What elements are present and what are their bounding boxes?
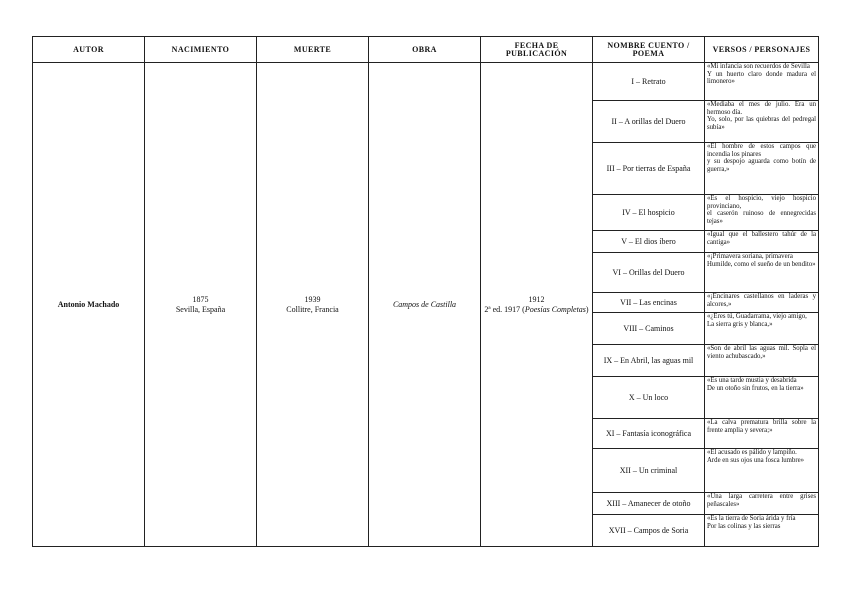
pub-second-suffix: ) [585,304,589,314]
poem-verse-text: «Mediaba el mes de julio. Era un hermoso día. Yo, solo, por las quiebras del pedregal subía» [707,101,816,131]
poem-verse [705,377,819,419]
pub-second-italic: Poesías Completas [524,304,586,314]
literature-table [32,36,819,547]
header-author: AUTOR [33,37,145,63]
pub-second-edition [481,305,592,315]
poem-verse [705,63,819,101]
poem-title: XVII – Campos de Soria [593,515,705,547]
poem-verse-text: «Es el hospicio, viejo hospicio provinciano, el caserón ruinoso de ennegrecidas tejas» [707,195,816,225]
poem-verse [705,345,819,377]
poem-title: V – El dios íbero [593,231,705,253]
poem-verse [705,313,819,345]
death-place: Collitre, Francia [286,304,339,314]
poem-title: I – Retrato [593,63,705,101]
poem-title: X – Un loco [593,377,705,419]
poem-verse [705,195,819,231]
poem-title: XII – Un criminal [593,449,705,493]
poem-verse-text: «¿Eres tú, Guadarrama, viejo amigo, La sierra gris y blanca,» [707,313,807,328]
poem-verse-text: «¡Primavera soriana, primavera Humilde, como el sueño de un bendito» [707,253,816,268]
poem-verse-text: «Son de abril las aguas mil. Sopla el viento achubascado,» [707,345,816,360]
poem-verse-text: «La calva prematura brilla sobre la frente amplia y severa;» [707,419,816,434]
poem-verse-text: «El acusado es pálido y lampiño. Arde en sus ojos una fosca lumbre» [707,449,805,464]
poem-verse [705,231,819,253]
poem-verse-text: «Es la tierra de Soria árida y fría Por las colinas y las sierras [707,515,796,530]
table-row [33,63,819,101]
header-verses: VERSOS / PERSONAJES [705,37,819,63]
poem-title: VIII – Caminos [593,313,705,345]
table-body [33,63,819,547]
poem-verse-text: «Es una tarde mustia y desabrida De un otoño sin frutos, en la tierra» [707,377,804,392]
poem-verse-text: «Igual que el ballestero tahúr de la cantiga» [707,231,816,246]
birth-cell [145,63,257,547]
birth-place: Sevilla, España [175,304,226,314]
work-cell [369,63,481,547]
header-death: MUERTE [257,37,369,63]
poem-title: IV – El hospicio [593,195,705,231]
poem-verse [705,493,819,515]
poem-verse [705,143,819,195]
poem-verse [705,293,819,313]
header-work: OBRA [369,37,481,63]
pub-year: 1912 [528,294,545,304]
poem-title: III – Por tierras de España [593,143,705,195]
poem-title: VII – Las encinas [593,293,705,313]
poem-verse [705,515,819,547]
poem-verse [705,253,819,293]
pub-second-prefix: 2ª ed. 1917 ( [484,304,525,314]
poem-verse [705,101,819,143]
birth-year: 1875 [192,294,209,304]
death-cell [257,63,369,547]
poem-verse-text: «El hombre de estos campos que incendia los pinares y su despojo aguarda como botín de guerra,» [707,143,816,173]
header-poem-name: NOMBRE CUENTO / POEMA [593,37,705,63]
poem-title: II – A orillas del Duero [593,101,705,143]
poem-verse [705,419,819,449]
poem-verse-text: «Una larga carretera entre grises peñascales» [707,493,816,508]
poem-verse-text: «¡Encinares castellanos en laderas y alcores,» [707,293,816,308]
poem-verse [705,449,819,493]
poem-title: IX – En Abril, las aguas mil [593,345,705,377]
death-year: 1939 [304,294,321,304]
author-cell [33,63,145,547]
poem-verse-text: «Mi infancia son recuerdos de Sevilla Y un huerto claro donde madura el limonero» [707,63,816,86]
header-publication: FECHA DE PUBLICACIÓN [481,37,593,63]
work-title: Campos de Castilla [392,299,457,309]
publication-cell [481,63,593,547]
author-name: Antonio Machado [57,299,120,309]
poem-title: XIII – Amanecer de otoño [593,493,705,515]
poem-title: VI – Orillas del Duero [593,253,705,293]
poem-title: XI – Fantasía iconográfica [593,419,705,449]
header-birth: NACIMIENTO [145,37,257,63]
header-row [33,37,819,63]
